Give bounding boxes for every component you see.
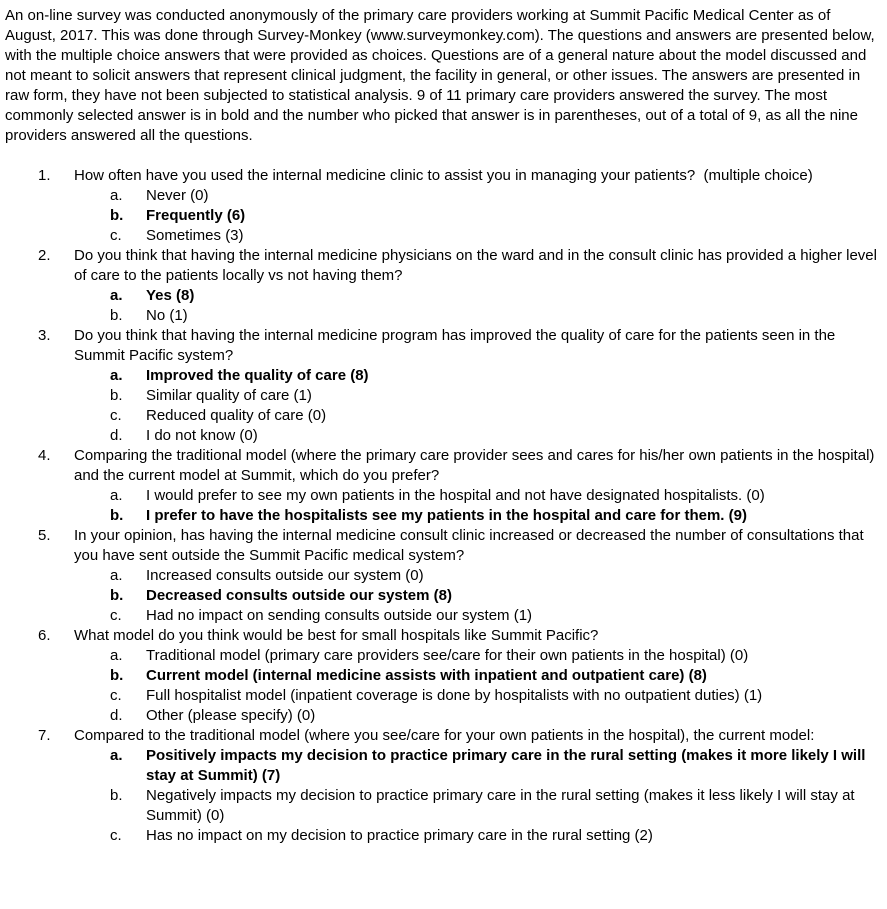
answer-option bbox=[74, 406, 882, 426]
option-letter: a. bbox=[110, 367, 123, 384]
options-list bbox=[74, 486, 882, 526]
question-item bbox=[5, 726, 882, 846]
option-letter: c. bbox=[110, 687, 122, 704]
answer-option bbox=[74, 426, 882, 446]
answer-option bbox=[74, 186, 882, 206]
question-number: 4. bbox=[38, 447, 51, 464]
answer-option bbox=[74, 646, 882, 666]
question-text: In your opinion, has having the internal medicine consult clinic increased or decreased the number of consultations that you have sent outside the Summit Pacific medical system? bbox=[74, 527, 868, 564]
option-letter: c. bbox=[110, 227, 122, 244]
question-item bbox=[5, 526, 882, 626]
answer-option bbox=[74, 486, 882, 506]
question-text: How often have you used the internal medicine clinic to assist you in managing your patients? (multiple choice) bbox=[74, 167, 813, 184]
question-number: 6. bbox=[38, 627, 51, 644]
option-text: I would prefer to see my own patients in the hospital and not have designated hospitalists. (0) bbox=[146, 487, 765, 504]
question-number: 5. bbox=[38, 527, 51, 544]
answer-option bbox=[74, 586, 882, 606]
option-text: Never (0) bbox=[146, 187, 209, 204]
question-item bbox=[5, 626, 882, 726]
answer-option bbox=[74, 286, 882, 306]
answer-option bbox=[74, 366, 882, 386]
option-text: Improved the quality of care (8) bbox=[146, 367, 369, 384]
options-list bbox=[74, 566, 882, 626]
option-letter: b. bbox=[110, 667, 124, 684]
option-letter: b. bbox=[110, 207, 124, 224]
intro-paragraph: An on-line survey was conducted anonymously of the primary care providers working at Summit Pacific Medical Center as of August, 2017. This was done through Survey-Monkey (www.surveymonkey.com). The questions and answers are presented below, with the multiple choice answers that were provided as choices. Questions are of a general nature about the model discussed and not meant to solicit answers that represent clinical judgment, the facility in general, or other issues. The answers are presented in raw form, they have not been subjected to statistical analysis. 9 of 11 primary care providers answered the survey. The most commonly selected answer is in bold and the number who picked that answer is in parentheses, out of a total of 9, as all the nine providers answered all the questions. bbox=[5, 7, 879, 144]
option-text: Other (please specify) (0) bbox=[146, 707, 316, 724]
question-text: Do you think that having the internal medicine program has improved the quality of care for the patients seen in the Summit Pacific system? bbox=[74, 327, 840, 364]
option-text: Traditional model (primary care providers see/care for their own patients in the hospital) (0) bbox=[146, 647, 749, 664]
option-letter: b. bbox=[110, 587, 124, 604]
answer-option bbox=[74, 746, 882, 786]
options-list bbox=[74, 746, 882, 846]
options-list bbox=[74, 186, 882, 246]
question-item bbox=[5, 446, 882, 526]
question-number: 3. bbox=[38, 327, 51, 344]
answer-option bbox=[74, 686, 882, 706]
option-text: Has no impact on my decision to practice primary care in the rural setting (2) bbox=[146, 827, 653, 844]
option-letter: a. bbox=[110, 747, 123, 764]
question-item bbox=[5, 246, 882, 326]
option-letter: b. bbox=[110, 787, 123, 804]
options-list bbox=[74, 286, 882, 326]
option-letter: b. bbox=[110, 307, 123, 324]
question-text: Comparing the traditional model (where the primary care provider sees and cares for his/her own patients in the hospital) and the current model at Summit, which do you prefer? bbox=[74, 447, 879, 484]
answer-option bbox=[74, 706, 882, 726]
option-letter: b. bbox=[110, 507, 124, 524]
options-list bbox=[74, 646, 882, 726]
options-list bbox=[74, 366, 882, 446]
answer-option bbox=[74, 226, 882, 246]
answer-option bbox=[74, 826, 882, 846]
option-text: Frequently (6) bbox=[146, 207, 246, 224]
option-letter: a. bbox=[110, 487, 123, 504]
option-text: I do not know (0) bbox=[146, 427, 258, 444]
question-text: Do you think that having the internal medicine physicians on the ward and in the consult clinic has provided a higher level of care to the patients locally vs not having them? bbox=[74, 247, 882, 284]
answer-option bbox=[74, 566, 882, 586]
answer-option bbox=[74, 306, 882, 326]
option-letter: c. bbox=[110, 407, 122, 424]
option-letter: d. bbox=[110, 427, 123, 444]
option-text: Increased consults outside our system (0) bbox=[146, 567, 424, 584]
option-text: Negatively impacts my decision to practice primary care in the rural setting (makes it less likely I will stay at Summit) (0) bbox=[146, 787, 859, 824]
option-text: Current model (internal medicine assists with inpatient and outpatient care) (8) bbox=[146, 667, 707, 684]
questions-list bbox=[5, 166, 882, 846]
option-text: I prefer to have the hospitalists see my patients in the hospital and care for them. (9) bbox=[146, 507, 747, 524]
answer-option bbox=[74, 386, 882, 406]
answer-option bbox=[74, 606, 882, 626]
option-text: Positively impacts my decision to practice primary care in the rural setting (makes it more likely I will stay at Summit) (7) bbox=[146, 747, 870, 784]
answer-option bbox=[74, 786, 882, 826]
option-text: Full hospitalist model (inpatient coverage is done by hospitalists with no outpatient duties) (1) bbox=[146, 687, 763, 704]
option-text: Similar quality of care (1) bbox=[146, 387, 312, 404]
option-text: Sometimes (3) bbox=[146, 227, 244, 244]
question-number: 1. bbox=[38, 167, 51, 184]
option-text: Had no impact on sending consults outside our system (1) bbox=[146, 607, 533, 624]
option-text: Yes (8) bbox=[146, 287, 195, 304]
option-text: Reduced quality of care (0) bbox=[146, 407, 327, 424]
option-letter: c. bbox=[110, 827, 122, 844]
answer-option bbox=[74, 206, 882, 226]
option-letter: b. bbox=[110, 387, 123, 404]
option-text: Decreased consults outside our system (8) bbox=[146, 587, 452, 604]
question-text: Compared to the traditional model (where you see/care for your own patients in the hospital), the current model: bbox=[74, 727, 815, 744]
answer-option bbox=[74, 666, 882, 686]
question-number: 7. bbox=[38, 727, 51, 744]
option-letter: c. bbox=[110, 607, 122, 624]
option-letter: d. bbox=[110, 707, 123, 724]
option-letter: a. bbox=[110, 567, 123, 584]
question-text: What model do you think would be best for small hospitals like Summit Pacific? bbox=[74, 627, 599, 644]
option-letter: a. bbox=[110, 187, 123, 204]
answer-option bbox=[74, 506, 882, 526]
question-item bbox=[5, 166, 882, 246]
option-text: No (1) bbox=[146, 307, 188, 324]
option-letter: a. bbox=[110, 647, 123, 664]
question-item bbox=[5, 326, 882, 446]
question-number: 2. bbox=[38, 247, 51, 264]
option-letter: a. bbox=[110, 287, 123, 304]
